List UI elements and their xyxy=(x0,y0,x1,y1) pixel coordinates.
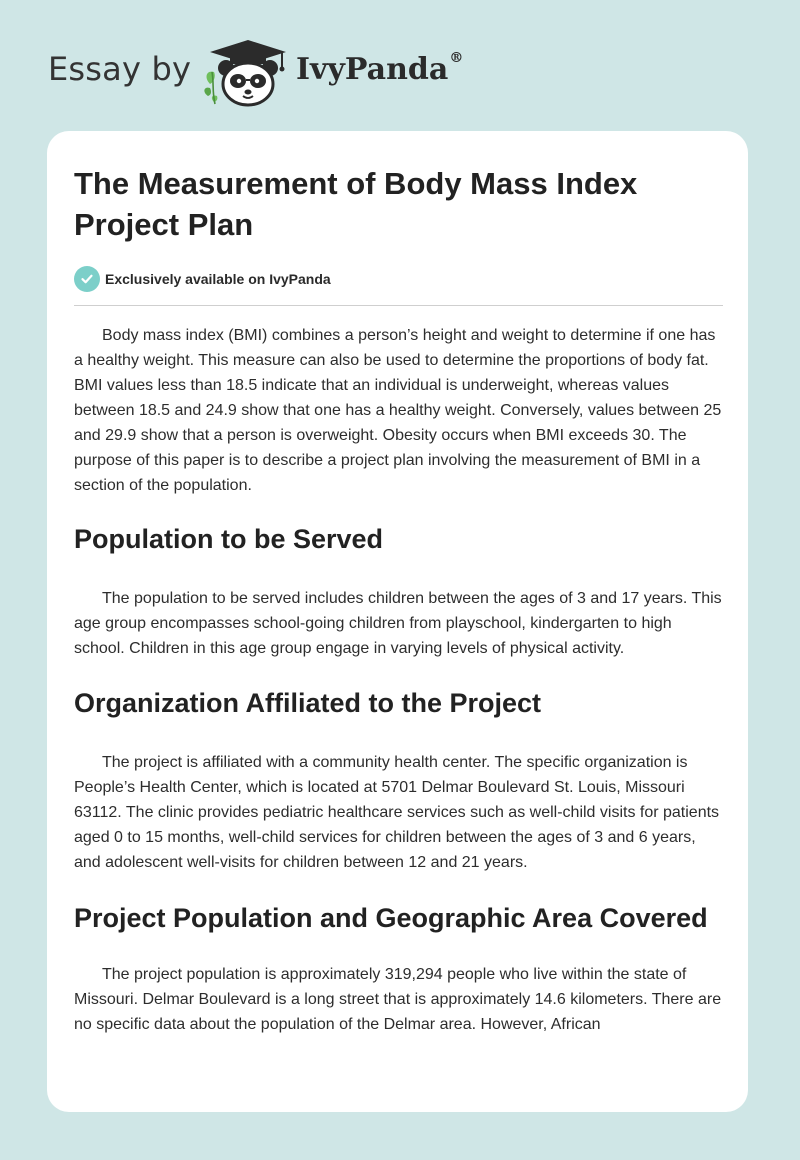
section-body-population: The population to be served includes children between the ages of 3 and 17 years. This age group encompasses school-going children from playschool, kindergarten to high school. Children in this age group engage in varying levels of physical activity. xyxy=(74,590,722,657)
section-heading-population: Population to be Served xyxy=(74,524,384,554)
essay-title: The Measurement of Body Mass Index Project Plan xyxy=(74,166,638,242)
registered-mark: ® xyxy=(449,50,464,66)
divider xyxy=(74,305,723,306)
exclusive-badge xyxy=(74,265,723,293)
check-icon xyxy=(74,266,100,292)
section-body-organization: The project is affiliated with a community health center. The specific organization is People’s Health Center, which is located at 5701 Delmar Boulevard St. Louis, Missouri 63112. The clinic provides pediatric healthcare services such as well-child visits for patients aged 0 to 15 months, well-child services for children between the ages of 3 and 6 years, and adolescent well-visits for children between 12 and 21 years. xyxy=(74,754,720,871)
brand-name[interactable] xyxy=(296,52,463,87)
section-heading-organization: Organization Affiliated to the Project xyxy=(74,688,542,718)
essay-by-label: Essay by xyxy=(48,50,192,88)
section-body-geographic-area: The project population is approximately 319,294 people who live within the state of Missouri. Delmar Boulevard is a long street that is approximately 14.6 kilometers. There are no specific data about the population of the Delmar area. However, African xyxy=(74,966,722,1033)
site-header xyxy=(0,0,800,120)
intro-paragraph: Body mass index (BMI) combines a person’s height and weight to determine if one has a healthy weight. This measure can also be used to determine the proportions of body fat. BMI values less than 18.5 indicate that an individual is underweight, whereas values between 18.5 and 24.9 show that one has a healthy weight. Conversely, values between 25 and 29.9 show that a person is overweight. Obesity occurs when BMI exceeds 30. The purpose of this paper is to describe a project plan involving the measurement of BMI in a section of the population. xyxy=(74,327,722,494)
section-heading-geographic-area: Project Population and Geographic Area Covered xyxy=(74,903,708,933)
exclusive-label: Exclusively available on IvyPanda xyxy=(105,271,331,287)
panda-logo-icon xyxy=(200,36,292,108)
brand-name-text: IvyPanda xyxy=(296,52,449,87)
essay-card xyxy=(47,131,748,1112)
essay-content xyxy=(74,131,723,1037)
